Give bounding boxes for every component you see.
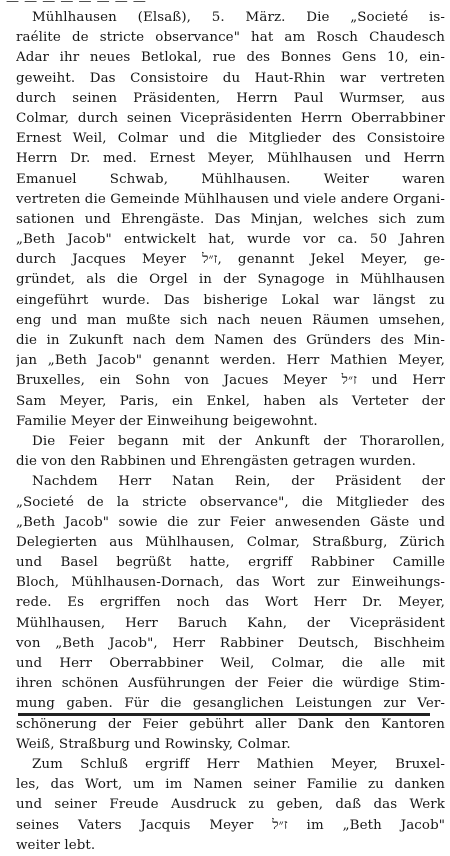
article-line: rede. Es ergriffen noch das Wort Herr Dr. Meyer, <box>16 595 445 611</box>
article-line: ihren schönen Ausführungen der Feier die würdige Stim- <box>16 676 445 692</box>
article-line: Mühlhausen (Elsaß), 5. März. Die „Societé is- <box>32 10 445 25</box>
article-line: Familie Meyer der Einweihung beigewohnt. <box>16 413 318 429</box>
article-line: die von den Rabbinen und Ehrengästen getragen wurden. <box>16 454 416 470</box>
article-line: Delegierten aus Mühlhausen, Colmar, Straßburg, Zürich <box>16 534 445 550</box>
clipped-previous-line <box>6 0 306 6</box>
article-line: Bloch, Mühlhausen-Dornach, das Wort zur Einweihungs- <box>16 575 445 591</box>
article-line: les, das Wort, um im Namen seiner Familie zu danken <box>16 777 445 793</box>
article-line: Nachdem Herr Natan Rein, der Präsident der <box>32 474 445 490</box>
article-line: jan „Beth Jacob" genannt werden. Herr Mathien Meyer, <box>16 353 445 369</box>
article-line: Mühlhausen, Herr Baruch Kahn, der Vicepräsident <box>16 615 445 631</box>
article-line: eng und man mußte sich nach neuen Räumen umsehen, <box>16 312 445 328</box>
article-line: weiter lebt. <box>16 837 96 853</box>
article-line: geweiht. Das Consistoire du Haut-Rhin war vertreten <box>16 70 445 86</box>
article-line: Zum Schluß ergriff Herr Mathien Meyer, Bruxel- <box>32 756 445 772</box>
article-line: gründet, als die Orgel in der Synagoge in Mühlhausen <box>16 272 445 288</box>
article-line: Colmar, durch seinen Vicepräsidenten Herrn Oberrabbiner <box>16 110 445 126</box>
article-line: schönerung der Feier gebührt aller Dank den Kantoren <box>16 716 445 732</box>
article-line: durch Jacques Meyer ז״ל, genannt Jekel Meyer, ge- <box>16 252 445 268</box>
article-line: und Basel begrüßt hatte, ergriff Rabbiner Camille <box>16 555 445 571</box>
article-line: eingeführt wurde. Das bisherige Lokal war längst zu <box>16 292 445 308</box>
article-line: Herrn Dr. med. Ernest Meyer, Mühlhausen und Herrn <box>16 151 445 167</box>
article-line: Adar ihr neues Betlokal, rue des Bonnes Gens 10, ein- <box>16 50 445 66</box>
article-line: vertreten die Gemeinde Mühlhausen und viele andere Organi- <box>16 191 445 207</box>
article-line: „Societé de la stricte observance", die Mitglieder des <box>16 494 445 510</box>
article-line: und seiner Freude Ausdruck zu geben, daß das Werk <box>16 797 445 813</box>
article-line: die in Zukunft nach dem Namen des Gründers des Min- <box>16 333 445 348</box>
article-line: Bruxelles, ein Sohn von Jacues Meyer ז״ל und Herr <box>16 373 445 389</box>
article-line: und Herr Oberrabbiner Weil, Colmar, die alle mit <box>16 656 445 671</box>
article-line: sationen und Ehrengäste. Das Minjan, welches sich zum <box>16 211 445 227</box>
article-line: Die Feier begann mit der Ankunft der Thorarollen, <box>32 433 445 449</box>
article-line: Ernest Weil, Colmar und die Mitglieder des Consistoire <box>16 131 445 147</box>
article-line: Sam Meyer, Paris, ein Enkel, haben als Verteter der <box>16 393 445 409</box>
article-line: mung gaben. Für die gesanglichen Leistungen zur Ver- <box>16 696 445 712</box>
article-line: „Beth Jacob" sowie die zur Feier anwesenden Gäste und <box>16 514 445 530</box>
article-line: raélite de stricte observance" hat am Rosch Chaudesch <box>16 30 445 46</box>
article-line: seines Vaters Jacquis Meyer ז״ל im „Beth Jacob" <box>16 817 445 833</box>
article-line: von „Beth Jacob", Herr Rabbiner Deutsch, Bischheim <box>16 635 445 651</box>
article-line: Weiß, Straßburg und Rowinsky, Colmar. <box>16 736 291 752</box>
article-line: durch seinen Präsidenten, Herrn Paul Wurmser, aus <box>16 90 445 106</box>
article-line: Emanuel Schwab, Mühlhausen. Weiter waren <box>16 171 445 187</box>
article-line: „Beth Jacob" entwickelt hat, wurde vor ca. 50 Jahren <box>16 232 445 248</box>
column-separator-rule <box>18 713 430 716</box>
